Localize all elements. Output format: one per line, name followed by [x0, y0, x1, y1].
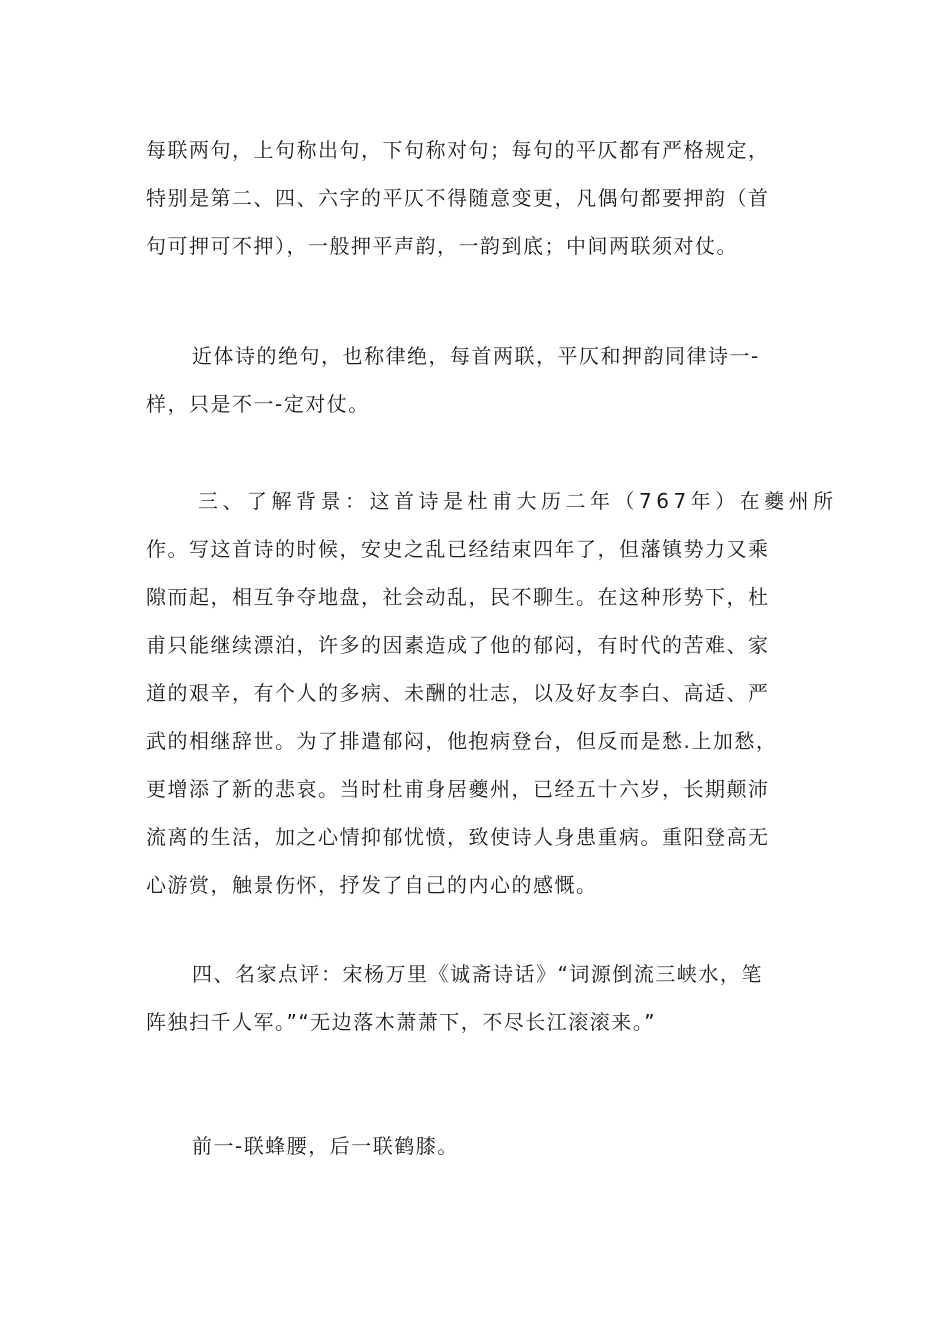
- text-line: 近体诗的绝句，也称律绝，每首两联，平仄和押韵同律诗一-: [192, 344, 760, 368]
- text-line: 武的相继辞世。为了排遣郁闷，他抱病登台，但反而是愁.上加愁，: [146, 729, 778, 753]
- text-line: 道的艰辛，有个人的多病、未酬的壮志，以及好友李白、高适、严: [146, 681, 770, 705]
- text-line: 句可押可不押），一般押平声韵，一韵到底；中间两联须对仗。: [146, 234, 738, 258]
- section-heading-line: 三、了解背景：这首诗是杜甫大历二年（767年）在夔州所: [198, 489, 838, 513]
- section-heading-line: 四、名家点评：宋杨万里《诚斋诗话》“词源倒流三峡水，笔: [192, 962, 763, 986]
- paragraph-critique: [146, 950, 808, 1046]
- text-line: 每联两句，上句称出句，下句称对句；每句的平仄都有严格规定，: [146, 138, 770, 162]
- text-line: 阵独扫千人军。”“无边落木萧萧下，不尽长江滚滚来。”: [146, 1010, 657, 1034]
- paragraph-regulated-verse-rules: [146, 126, 808, 270]
- text-line: 甫只能继续漂泊，许多的因素造成了他的郁闷，有时代的苦难、家: [146, 633, 770, 657]
- text-line: 流离的生活，加之心情抑郁忧愤，致使诗人身患重病。重阳登高无: [146, 825, 770, 849]
- text-line: 前一-联蜂腰，后一联鹤膝。: [192, 1134, 459, 1158]
- text-line: 更增添了新的悲哀。当时杜甫身居夔州，已经五十六岁，长期颠沛: [146, 777, 770, 801]
- text-line: 样，只是不一-定对仗。: [146, 392, 370, 416]
- text-line: 心游赏，触景伤怀，抒发了自己的内心的感慨。: [146, 873, 598, 897]
- paragraph-background: [146, 477, 838, 909]
- text-line: 隙而起，相互争夺地盘，社会动乱，民不聊生。在这种形势下，杜: [146, 585, 770, 609]
- text-line: 作。写这首诗的时候，安史之乱已经结束四年了，但藩镇势力又乘: [146, 537, 770, 561]
- paragraph-structure-note: [146, 1122, 808, 1170]
- text-line: 特别是第二、四、六字的平仄不得随意变更，凡偶句都要押韵（首: [146, 186, 770, 210]
- paragraph-quatrain: [146, 332, 808, 428]
